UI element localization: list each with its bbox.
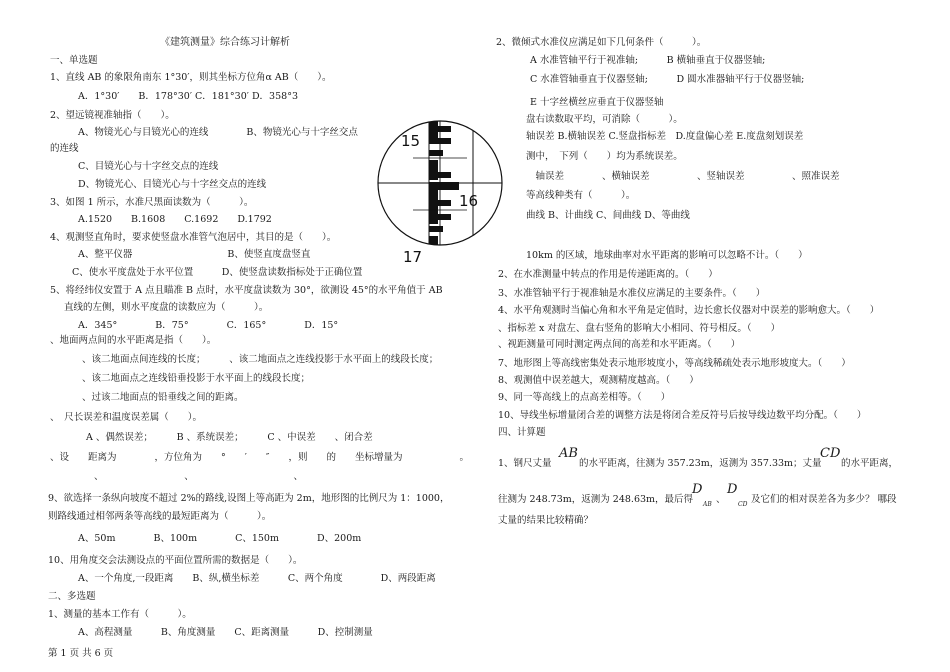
judge-question-5: 、指标差 x 对盘左、盘右竖角的影响大小相同、符号相反。（ ） <box>498 323 781 334</box>
page-footer: 第 1 页 共 6 页 <box>48 648 114 659</box>
question-5: 5、将经纬仪安置于 A 点且瞄准 B 点时，水平度盘读数为 30°，欲测设 45°的水平角值于 AB <box>50 285 443 296</box>
question-5-cont: 直线的左侧，则水平度盘的读数应为（ ）。 <box>64 302 269 313</box>
question-3-options: A.1520 B.1608 C.1692 D.1792 <box>78 214 272 225</box>
question-2-option-c: C、目镜光心与十字丝交点的连线 <box>78 161 219 172</box>
staff-label-15: 15 <box>401 132 421 150</box>
question-1: 1、直线 AB 的象限角南东 1°30′，则其坐标方位角α AB（ ）。 <box>50 72 332 83</box>
multi-question-3: 盘右读数取平均，可消除（ ）。 <box>526 114 683 125</box>
question-2-option-b-cont: 的连线 <box>50 143 79 154</box>
judge-question-1: 10km 的区域，地球曲率对水平距离的影响可以忽略不计。（ ） <box>526 250 808 261</box>
judge-question-6: 、视距测量可同时测定两点间的高差和水平距离。（ ） <box>498 339 741 350</box>
multi-question-2-option-e: E 十字丝横丝应垂直于仪器竖轴 <box>530 97 664 108</box>
question-2-option-ab: A、物镜光心与目镜光心的连线 B、物镜光心与十字丝交点 <box>78 127 358 138</box>
multi-question-3-options: 轴误差 B.横轴误差 C.竖盘指标差 D.度盘偏心差 E.度盘刻划误差 <box>526 131 804 142</box>
question-7: 、 尺长误差和温度误差属（ ）。 <box>50 412 203 423</box>
multi-question-2-option-ab: A 水准管轴平行于视准轴; B 横轴垂直于仪器竖轴; <box>530 55 766 66</box>
question-10: 10、用角度交会法测设点的平面位置所需的数据是（ ）。 <box>48 555 303 566</box>
section-heading-calculation: 四、计算题 <box>498 427 546 438</box>
judge-question-2: 2、在水准测量中转点的作用是传递距离的。（ ） <box>498 269 718 280</box>
section-heading-multi-choice: 二、多选题 <box>48 591 96 602</box>
calc-symbol-d1: D <box>692 482 703 497</box>
calc-question-1-part-e: 及它们的相对误差各为多少？ 哪段 <box>751 494 897 505</box>
question-3: 3、如图 1 所示，水准尺黑面读数为（ ）。 <box>50 197 254 208</box>
question-8: 、设 距离为 ，方位角为 ° ′ ″ ，则 的 坐标增量为 。 <box>50 452 469 463</box>
judge-question-9: 9、同一等高线上的点高差相等。（ ） <box>498 392 671 403</box>
question-8-options: 、 、 、 <box>94 471 304 482</box>
calc-question-1-part-a: 1、钢尺丈量 <box>498 458 552 469</box>
calc-question-1-part-c: 的水平距离， <box>841 458 899 469</box>
calc-question-1-part-d: 往测为 248.73m，返测为 248.63m，最后得 <box>498 494 694 505</box>
judge-question-10: 10、导线坐标增量闭合差的调整方法是将闭合差反符号后按导线边数平均分配。（ ） <box>498 410 867 421</box>
question-6-option-ab: 、该二地面点间连线的长度； 、该二地面点之连线投影于水平面上的线段长度； <box>82 354 439 365</box>
question-1-options: A．1°30′ B．178°30′ C．181°30′ D．358°3 <box>78 91 298 102</box>
staff-label-17: 17 <box>403 248 423 264</box>
question-4: 4、观测竖直角时，要求使竖盘水准管气泡居中，其目的是（ ）。 <box>50 232 337 243</box>
question-6-option-c: 、该二地面点之连线铅垂投影于水平面上的线段长度； <box>82 373 311 384</box>
question-4-option-cd: C、使水平度盘处于水平位置 D、使竖盘读数指标处于正确位置 <box>72 267 363 278</box>
multi-question-2-option-cd: C 水准管轴垂直于仪器竖轴; D 圆水准器轴平行于仪器竖轴; <box>530 74 805 85</box>
multi-question-1-options: A、高程测量 B、角度测量 C、距离测量 D、控制测量 <box>78 627 373 638</box>
calc-symbol-d2: D <box>727 482 738 497</box>
multi-question-4: 测中， 下列（ ）均为系统误差。 <box>526 151 683 162</box>
question-9-options: A、50m B、100m C、150m D、200m <box>78 533 362 544</box>
question-10-options: A、一个角度,一段距离 B、纵,横坐标差 C、两个角度 D、两段距离 <box>78 573 436 584</box>
question-6-option-d: 、过该二地面点的铅垂线之间的距离。 <box>82 392 244 403</box>
question-9: 9、欲选择一条纵向坡度不超过 2%的路线,设图上等高距为 2m，地形图的比例尺为 1：1000， <box>48 493 450 504</box>
calc-symbol-cd: CD <box>820 446 841 461</box>
calc-question-1-part-f: 丈量的结果比较精确？ <box>498 515 594 526</box>
judge-question-8: 8、观测值中误差越大，观测精度越高。（ ） <box>498 375 699 386</box>
multi-question-1: 1、测量的基本工作有（ ）。 <box>48 609 192 620</box>
question-4-option-ab: A、整平仪器 B、使竖直度盘竖直 <box>78 249 311 260</box>
judge-question-4: 4、水平角观测时当偏心角和水平角是定值时，边长愈长仪器对中误差的影响愈大。（ ） <box>498 305 880 316</box>
multi-question-2: 2、微倾式水准仪应满足如下几何条件（ ）。 <box>496 37 707 48</box>
question-7-options: A 、偶然误差； B 、系统误差； C 、中误差 、闭合差 <box>86 432 373 443</box>
question-2-option-d: D、物镜光心、目镜光心与十字丝交点的连线 <box>78 179 267 190</box>
section-heading-single-choice: 一、单选题 <box>50 55 98 66</box>
leveling-staff-reticle-svg <box>373 102 503 264</box>
page-title: 《建筑测量》综合练习计解析 <box>160 37 290 48</box>
calc-symbol-ab: AB <box>559 446 578 461</box>
calc-subscript-ab: AB <box>703 501 712 508</box>
judge-question-7: 7、地形图上等高线密集处表示地形坡度小，等高线稀疏处表示地形坡度大。（ ） <box>498 358 851 369</box>
calc-comma: 、 <box>716 494 726 505</box>
judge-question-3: 3、水准管轴平行于视准轴是水准仪应满足的主要条件。（ ） <box>498 288 766 299</box>
multi-question-4-options: 轴误差 、横轴误差 、竖轴误差 、照准误差 <box>526 171 840 182</box>
question-5-options: A．345° B．75° C．165° D．15° <box>78 320 339 331</box>
calc-question-1-part-b: 的水平距离，往测为 357.23m，返测为 357.33m；丈量 <box>579 458 822 469</box>
question-6: 、地面两点间的水平距离是指（ ）。 <box>50 335 217 346</box>
multi-question-5-options: 曲线 B、计曲线 C、间曲线 D、等曲线 <box>526 210 690 221</box>
staff-label-16: 16 <box>459 192 479 210</box>
calc-subscript-cd: CD <box>738 501 748 508</box>
leveling-staff-figure <box>373 102 503 264</box>
multi-question-5: 等高线种类有（ ）。 <box>526 190 636 201</box>
question-2: 2、望远镜视准轴指（ ）。 <box>50 110 175 121</box>
question-9-cont: 则路线通过相邻两条等高线的最短距离为（ ）。 <box>48 511 272 522</box>
